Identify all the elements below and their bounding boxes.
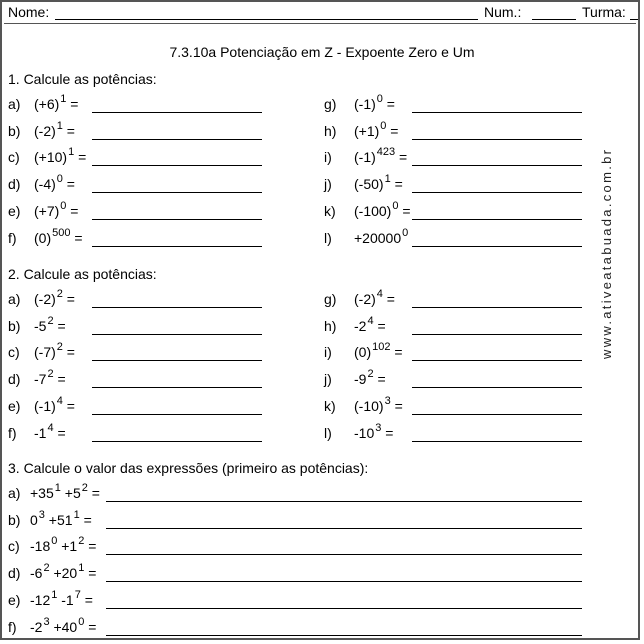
answer-line[interactable] [412, 219, 582, 220]
answer-line[interactable] [92, 165, 262, 166]
exercise-label: g) [324, 96, 337, 112]
exercise-expression: $(-2)^1$ = [34, 119, 75, 139]
answer-line[interactable] [92, 307, 262, 308]
exercise-expression: $(+6)^1$ = [34, 93, 79, 112]
exercise-expression: $(+7)^0$ = [34, 199, 79, 219]
exercise-label: g) [324, 291, 337, 307]
exponent: 102 [372, 341, 391, 354]
exponent: 0 [402, 226, 409, 239]
name-field[interactable] [55, 19, 478, 20]
exercise-label: b) [8, 511, 21, 528]
exercise-label: a) [8, 291, 21, 307]
answer-line[interactable] [106, 581, 582, 582]
exercise-expression: $-1^4$ = [34, 421, 66, 441]
answer-line[interactable] [412, 414, 582, 415]
exercise-expression: $(0)^{500}$ = [34, 226, 83, 246]
section-title: 1. Calcule as potências: [8, 71, 157, 87]
exercise-expression: $(-1)^0$ = [354, 93, 395, 112]
exercise-label: f) [8, 229, 17, 246]
exercise-label: e) [8, 397, 21, 414]
exponent: 0 [376, 93, 383, 105]
exponent: 1 [384, 173, 391, 186]
answer-line[interactable] [92, 441, 262, 442]
exponent: 2 [43, 562, 50, 575]
exercise-expression: $(+1)^0$ = [354, 119, 399, 139]
exponent: 1 [56, 119, 63, 132]
answer-line[interactable] [412, 360, 582, 361]
answer-line[interactable] [412, 441, 582, 442]
answer-line[interactable] [92, 334, 262, 335]
exercise-expression: $-5^2$ = [34, 314, 66, 334]
exercise-label: d) [8, 371, 21, 388]
exponent: 0 [60, 199, 67, 212]
exercise-label: e) [8, 591, 21, 608]
answer-line[interactable] [92, 414, 262, 415]
exponent: 2 [367, 368, 374, 381]
exercise-expression: $0^3 +51^1$ = [30, 508, 92, 528]
exponent: 2 [47, 368, 54, 381]
exercise-expression: $(-4)^0$ = [34, 173, 75, 193]
turma-field[interactable] [630, 19, 638, 20]
answer-line[interactable] [92, 139, 262, 140]
answer-line[interactable] [106, 608, 582, 609]
exercise-label: c) [8, 149, 20, 166]
exercise-expression: $+20000^0$ [354, 226, 409, 246]
exponent: 3 [38, 508, 45, 521]
answer-line[interactable] [412, 192, 582, 193]
exponent: 2 [56, 288, 63, 300]
exercise-label: l) [324, 424, 332, 441]
exercise-expression: $-12^1$ $-1^7$ = [30, 588, 93, 608]
exponent: 423 [376, 146, 396, 159]
answer-line[interactable] [92, 219, 262, 220]
exercise-label: i) [324, 149, 332, 166]
exponent: 1 [51, 588, 58, 601]
exercise-expression: $+35^1 +5^2$ = [30, 482, 100, 501]
answer-line[interactable] [92, 192, 262, 193]
exercise-expression: $-7^2$ = [34, 368, 66, 388]
exercise-expression: $-2^4$ = [354, 314, 386, 334]
answer-line[interactable] [412, 307, 582, 308]
num-field[interactable] [532, 19, 576, 20]
exponent: 2 [47, 314, 54, 327]
exercise-expression: $(-1)^{423}$ = [354, 146, 408, 166]
exercise-expression: $(-10)^3$ = [354, 394, 403, 414]
exercise-label: e) [8, 202, 21, 219]
exercise-expression: $(-7)^2$ = [34, 341, 75, 361]
exercise-label: j) [324, 176, 332, 193]
site-watermark: www.ativeatabuada.com.br [599, 147, 614, 359]
answer-line[interactable] [106, 554, 582, 555]
answer-line[interactable] [412, 387, 582, 388]
exponent: 3 [384, 394, 391, 407]
exercise-expression: $(-100)^0$ = [354, 199, 411, 219]
exercise-label: h) [324, 122, 337, 139]
exercise-expression: $-18^0 +1^2$ = [30, 535, 97, 555]
answer-line[interactable] [106, 635, 582, 636]
exercise-label: b) [8, 317, 21, 334]
answer-line[interactable] [412, 334, 582, 335]
exercise-label: k) [324, 202, 336, 219]
exercise-expression: $(0)^{102}$ = [354, 341, 403, 361]
exercise-expression: $-2^3 +40^0$ = [30, 615, 97, 635]
exercise-expression: $(-50)^1$ = [354, 173, 403, 193]
section-title: 2. Calcule as potências: [8, 266, 157, 282]
exercise-label: b) [8, 122, 21, 139]
exercise-label: h) [324, 317, 337, 334]
exercise-expression: $(-2)^4$ = [354, 288, 395, 307]
exponent: 3 [375, 421, 382, 434]
exponent: 1 [73, 508, 80, 521]
exercise-expression: $(-2)^2$ = [34, 288, 75, 307]
exponent: 0 [56, 173, 63, 186]
exercise-label: i) [324, 344, 332, 361]
exponent: 4 [47, 421, 54, 434]
exponent: 2 [81, 482, 88, 494]
exercise-label: d) [8, 176, 21, 193]
answer-line[interactable] [92, 360, 262, 361]
exercise-expression: $(-1)^4$ = [34, 394, 75, 414]
answer-line[interactable] [106, 528, 582, 529]
turma-label: Turma: [582, 4, 626, 20]
exponent: 0 [392, 199, 399, 212]
answer-line[interactable] [92, 387, 262, 388]
exponent: 1 [68, 146, 75, 159]
exercise-label: a) [8, 485, 21, 501]
name-label: Nome: [8, 4, 50, 20]
exponent: 7 [74, 588, 81, 601]
exercise-expression: $-6^2 +20^1$ = [30, 562, 97, 582]
answer-line[interactable] [412, 165, 582, 166]
answer-line[interactable] [106, 501, 582, 502]
exercise-label: a) [8, 96, 21, 112]
exponent: 1 [60, 93, 67, 105]
exponent: 0 [51, 535, 58, 548]
exercise-label: c) [8, 344, 20, 361]
exercise-label: l) [324, 229, 332, 246]
exponent: 4 [56, 394, 63, 407]
exercise-label: j) [324, 371, 332, 388]
answer-line[interactable] [92, 112, 262, 113]
answer-line[interactable] [412, 246, 582, 247]
header-divider [4, 23, 636, 24]
exercise-label: k) [324, 397, 336, 414]
exponent: 2 [78, 535, 85, 548]
exponent: 500 [52, 226, 71, 239]
exponent: 1 [54, 482, 61, 494]
exercise-label: c) [8, 538, 20, 555]
exercise-label: d) [8, 565, 21, 582]
exercise-expression: $-9^2$ = [354, 368, 386, 388]
exponent: 0 [380, 119, 387, 132]
page-title: 7.3.10a Potenciação em Z - Expoente Zero e Um [169, 44, 475, 60]
exponent: 4 [367, 314, 374, 327]
section-title: 3. Calcule o valor das expressões (primeiro as potências): [8, 460, 369, 476]
exercise-label: f) [8, 618, 17, 635]
answer-line[interactable] [92, 246, 262, 247]
exponent: 2 [56, 341, 63, 354]
exponent: 0 [78, 615, 85, 628]
exercise-expression: $(+10)^1$ = [34, 146, 87, 166]
answer-line[interactable] [412, 112, 582, 113]
exponent: 3 [43, 615, 50, 628]
answer-line[interactable] [412, 139, 582, 140]
exponent: 4 [376, 288, 383, 300]
exercise-expression: $-10^3$ = [354, 421, 394, 441]
num-label: Num.: [484, 4, 522, 20]
exponent: 1 [78, 562, 85, 575]
exercise-label: f) [8, 424, 17, 441]
